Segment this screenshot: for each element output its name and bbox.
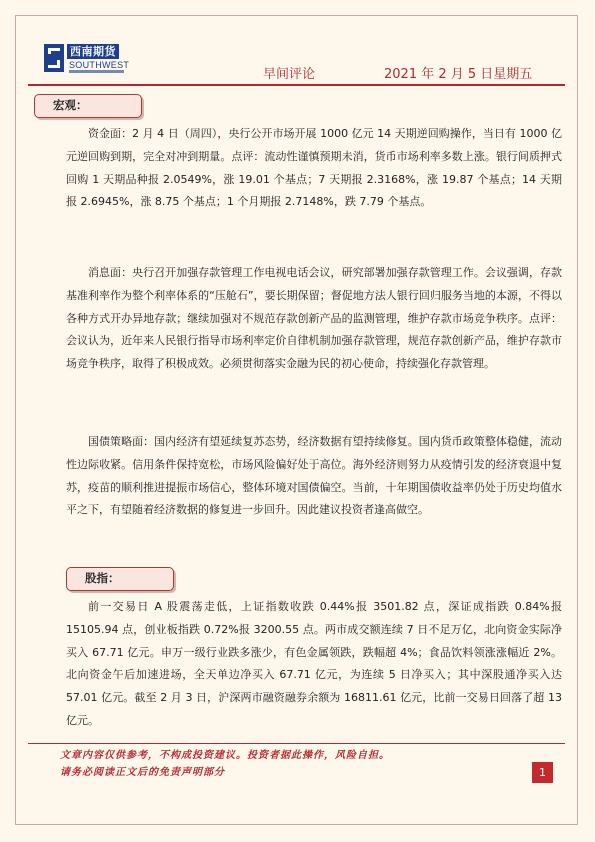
page-number: 1 bbox=[532, 762, 553, 783]
section-label-index: 股指： bbox=[66, 567, 174, 591]
macro-paragraph-bond-strategy: 国债策略面：国内经济有望延续复苏态势，经济数据有望持续修复。国内货币政策整体稳健，流动性边际收紧。信用条件保持宽松，市场风险偏好处于高位。海外经济则努力从疫情引发的经济衰退中复苏，疫苗的顺利推进提振市场信心，整体环境对国债偏空。当前，十年期国债收益率仍处于历史均值水平之下，有望随着经济数据的修复进一步回升。因此建议投资者逢高做空。 bbox=[66, 435, 562, 517]
disclaimer-line-2: 请务必阅读正文后的免责声明部分 bbox=[60, 767, 225, 778]
logo-text-cn: 西南期货 bbox=[67, 44, 119, 59]
section-label-macro: 宏观： bbox=[34, 94, 142, 118]
index-paragraph: 前一交易日 A 股震荡走低，上证指数收跌 0.44%报 3501.82 点，深证成指跌 0.84%报 15105.94 点，创业板指跌 0.72%报 3200.55 点。两市成交额连续 7 日不足万亿，北向资金实际净买入 67.71 亿元。申万一级行业跌多涨少，有色金属领跌，跌幅超 4%；食品饮料领涨涨幅近 2%。北向资金午后加速进场，全天单边净买入 67.71 亿元，为连续 5 日净买入；其中深股通净买入达 57.01 亿元。截至 2 月 3 日，沪深两市融资融券余额为 16811.61 亿元，比前一交易日回落了超 13 亿元。 bbox=[66, 600, 562, 727]
company-logo bbox=[44, 42, 130, 74]
header-divider bbox=[28, 84, 565, 86]
footer-divider bbox=[28, 743, 565, 744]
report-kind: 早间评论 bbox=[263, 67, 316, 82]
logo-mark-icon bbox=[44, 44, 64, 72]
logo-underline bbox=[69, 70, 124, 73]
macro-paragraph-news: 消息面：央行召开加强存款管理工作电视电话会议，研究部署加强存款管理工作。会议强调，存款基准利率作为整个利率体系的“压舱石”，要长期保留；督促地方法人银行回归服务当地的本源，不得以各种方式开办异地存款；继续加强对不规范存款创新产品的监测管理，维护存款市场竞争秩序。点评：会议认为，近年来人民银行指导市场利率定价自律机制加强存款管理，规范存款创新产品，维护存款市场竞争秩序，取得了积极成效。必须贯彻落实金融为民的初心使命，持续强化存款管理。 bbox=[66, 266, 562, 371]
logo-text-en: SOUTHWEST bbox=[69, 60, 130, 70]
report-date: 2021 年 2 月 5 日星期五 bbox=[384, 67, 533, 82]
disclaimer-line-1: 文章内容仅供参考，不构成投资建议。投资者据此操作，风险自担。 bbox=[60, 750, 390, 761]
macro-paragraph-funds: 资金面：2 月 4 日（周四），央行公开市场开展 1000 亿元 14 天期逆回购操作，当日有 1000 亿元逆回购到期，完全对冲到期量。点评：流动性谨慎预期未消，货币市场利率多数上涨。银行间质押式回购 1 天期品种报 2.0549%，涨 19.01 个基点；7 天期报 2.3168%，涨 19.87 个基点；14 天期报 2.6945%，涨 8.75 个基点；1 个月期报 2.7148%，跌 7.79 个基点。 bbox=[66, 127, 562, 209]
